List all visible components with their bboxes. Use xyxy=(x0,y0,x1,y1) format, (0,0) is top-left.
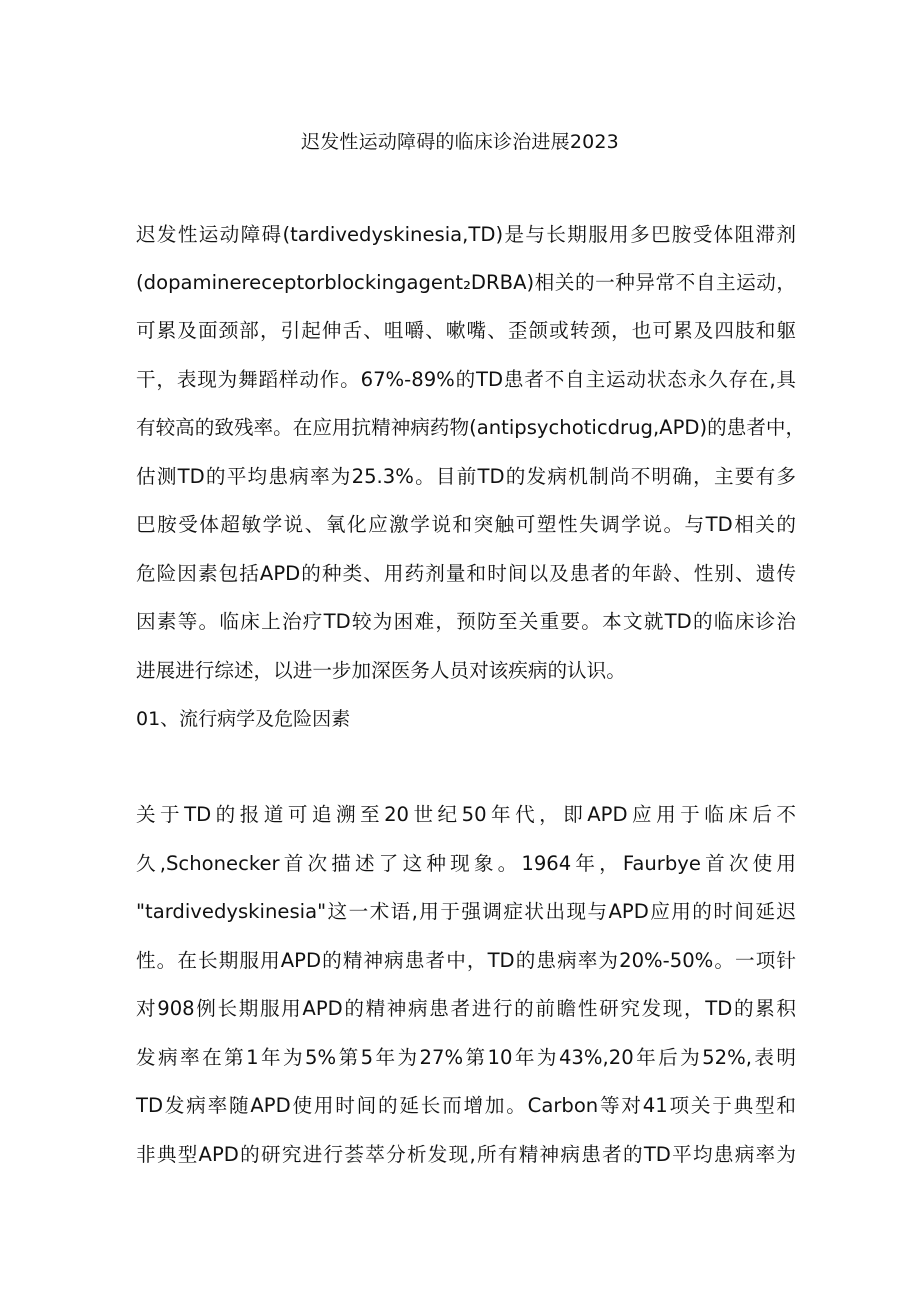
intro-line: 有较高的致残率。在应用抗精神病药物(antipsychoticdrug,APD)的患者中， xyxy=(136,416,806,439)
section-line: 关于TD的报道可追溯至20世纪50年代，即APD应用于临床后不 xyxy=(136,803,796,826)
intro-line: 干，表现为舞蹈样动作。67%-89%的TD患者不自主运动状态永久存在,具 xyxy=(136,368,796,391)
document-title: 迟发性运动障碍的临床诊治进展2023 xyxy=(301,131,619,153)
intro-line: 因素等。临床上治疗TD较为困难，预防至关重要。本文就TD的临床诊治 xyxy=(136,610,796,633)
section-line: 性。在长期服用APD的精神病患者中，TD的患病率为20%-50%。一项针 xyxy=(136,949,796,972)
section-line: "tardivedyskinesia"这一术语,用于强调症状出现与APD应用的时间延迟 xyxy=(136,900,796,923)
section-heading: 01、流行病学及危险因素 xyxy=(136,708,351,730)
intro-line: (dopaminereceptorblockingagent₂DRBA)相关的一种异常不自主运动， xyxy=(136,271,796,294)
section-line: 久,Schonecker首次描述了这种现象。1964年，Faurbye首次使用 xyxy=(136,852,796,875)
intro-line: 估测TD的平均患病率为25.3%。目前TD的发病机制尚不明确，主要有多 xyxy=(136,465,796,488)
intro-line: 可累及面颈部，引起伸舌、咀嚼、嗽嘴、歪颌或转颈，也可累及四肢和躯 xyxy=(136,319,796,342)
intro-line: 危险因素包括APD的种类、用药剂量和时间以及患者的年龄、性别、遗传 xyxy=(136,562,796,585)
section-line: TD发病率随APD使用时间的延长而增加。Carbon等对41项关于典型和 xyxy=(136,1094,796,1117)
intro-line: 巴胺受体超敏学说、氧化应激学说和突触可塑性失调学说。与TD相关的 xyxy=(136,513,796,536)
section-line: 发病率在第1年为5%第5年为27%第10年为43%,20年后为52%,表明 xyxy=(136,1046,796,1069)
intro-line: 迟发性运动障碍(tardivedyskinesia,TD)是与长期服用多巴胺受体阻滞剂 xyxy=(136,223,796,246)
section-line: 对908例长期服用APD的精神病患者进行的前瞻性研究发现，TD的累积 xyxy=(136,997,796,1020)
section-line: 非典型APD的研究进行荟萃分析发现,所有精神病患者的TD平均患病率为 xyxy=(136,1143,796,1166)
intro-line: 进展进行综述，以进一步加深医务人员对该疾病的认识。 xyxy=(136,659,626,682)
